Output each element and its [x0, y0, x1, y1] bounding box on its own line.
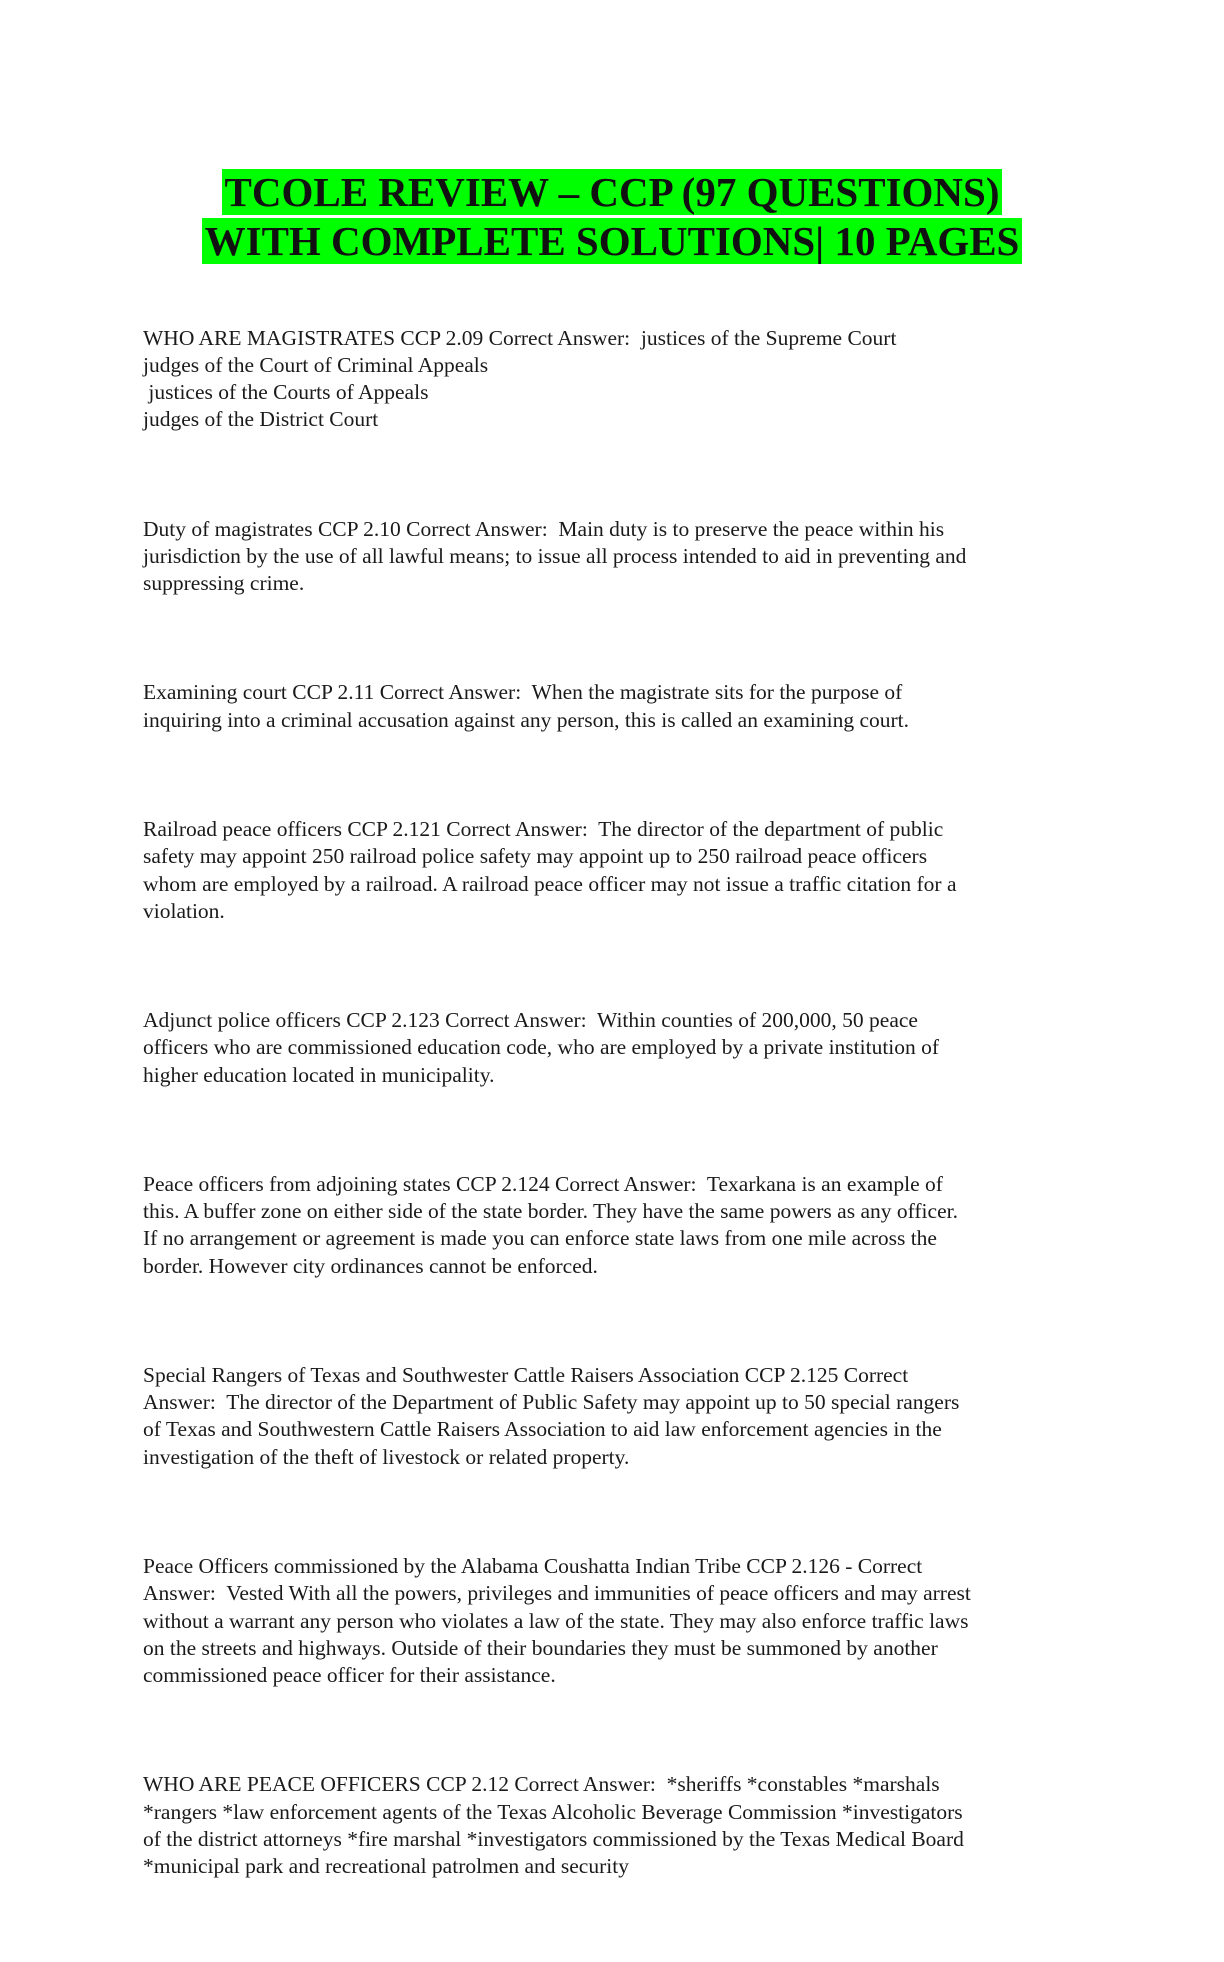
qa-entry-adjunct-police-officers: Adjunct police officers CCP 2.123 Correct Answer: Within counties of 200,000, 50 peace officers who are commissioned education code, who are employed by a private institution of higher education located in municipality. — [143, 1008, 940, 1087]
qa-entry-alabama-coushatta-officers: Peace Officers commissioned by the Alabama Coushatta Indian Tribe CCP 2.126 - Correct Answer: Vested With all the powers, privileges and immunities of peace officers and may arrest without a warrant any person who violates a law of the state. They may also enforce traffic laws on the streets and highways. Outside of their boundaries they must be summoned by another commissioned peace officer for their assistance. — [143, 1553, 971, 1688]
document-title — [0, 168, 1224, 266]
qa-entry-adjoining-states-officers: Peace officers from adjoining states CCP 2.124 Correct Answer: Texarkana is an example of this. A buffer zone on either side of the state border. They have the same powers as any officer. If no arrangement or agreement is made you can enforce state laws from one mile across the border. However city ordinances cannot be enforced. — [143, 1171, 958, 1278]
qa-entry-magistrates: WHO ARE MAGISTRATES CCP 2.09 Correct Answer: justices of the Supreme Court judges of the Court of Criminal Appeals justices of the Courts of Appeals judges of the District Court — [143, 325, 897, 432]
qa-entry-who-are-peace-officers: WHO ARE PEACE OFFICERS CCP 2.12 Correct Answer: *sheriffs *constables *marshals *rangers *law enforcement agents of the Texas Alcoholic Beverage Commission *investigators of the district attorneys *fire marshal *investigators commissioned by the Texas Medical Board *municipal park and recreational patrolmen and security — [143, 1772, 964, 1879]
title-line-1: TCOLE REVIEW – CCP (97 QUESTIONS) — [222, 169, 1003, 215]
document-body — [143, 270, 1093, 1962]
qa-entry-railroad-peace-officers: Railroad peace officers CCP 2.121 Correct Answer: The director of the department of public safety may appoint 250 railroad police safety may appoint up to 250 railroad peace officers whom are employed by a railroad. A railroad peace officer may not issue a traffic citation for a violation. — [143, 816, 957, 923]
title-line-2: WITH COMPLETE SOLUTIONS| 10 PAGES — [202, 218, 1023, 264]
qa-entry-duty-of-magistrates: Duty of magistrates CCP 2.10 Correct Answer: Main duty is to preserve the peace within his jurisdiction by the use of all lawful means; to issue all process intended to aid in preventing and suppressing crime. — [143, 516, 967, 596]
qa-entry-examining-court: Examining court CCP 2.11 Correct Answer: When the magistrate sits for the purpose of inquiring into a criminal accusation against any person, this is called an examining court. — [143, 680, 910, 732]
qa-entry-special-rangers: Special Rangers of Texas and Southwester Cattle Raisers Association CCP 2.125 Correct Answer: The director of the Department of Public Safety may appoint up to 50 special rangers of Texas and Southwestern Cattle Raisers Association to aid law enforcement agencies in the investigation of the theft of livestock or related property. — [143, 1362, 960, 1469]
